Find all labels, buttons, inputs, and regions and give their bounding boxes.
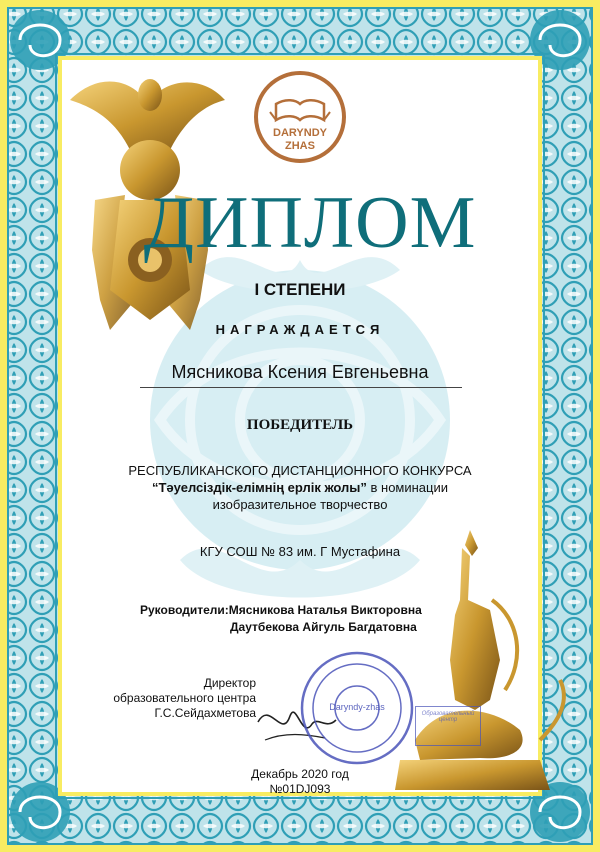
diploma-number: №01DJ093 — [269, 782, 331, 796]
school-name: КГУ СОШ № 83 им. Г Мустафина — [199, 544, 401, 559]
director-line1: Директор — [203, 676, 256, 690]
contest-nomination: в номинации — [366, 480, 449, 495]
director-line2: образовательного центра — [113, 691, 256, 705]
director-line3: Г.С.Сейдахметова — [154, 706, 256, 720]
footer-block — [200, 767, 400, 797]
awarded-label: НАГРАЖДАЕТСЯ — [215, 322, 385, 337]
diploma-title: ДИПЛОМ — [143, 182, 477, 264]
recipient-name: Мясникова Ксения Евгеньевна — [171, 362, 429, 382]
issue-date: Декабрь 2020 год — [251, 767, 349, 781]
rectangular-stamp — [415, 706, 481, 746]
contest-line1: РЕСПУБЛИКАНСКОГО ДИСТАНЦИОННОГО КОНКУРСА — [128, 463, 472, 478]
stamp-center-text: Daryndy-zhas — [329, 702, 385, 712]
supervisors-label: Руководители: — [140, 603, 229, 617]
contest-name: “Тәуелсіздік-елімнің ерлік жолы” — [151, 480, 367, 495]
supervisor-1: Мясникова Наталья Викторовна — [228, 603, 422, 617]
logo-line2: ZHAS — [285, 140, 315, 152]
degree-label: I СТЕПЕНИ — [254, 280, 346, 299]
stamp-label: Образовательный центр — [421, 711, 475, 723]
status-label: ПОБЕДИТЕЛЬ — [246, 417, 354, 433]
logo-line1: DARYNDY — [273, 127, 327, 139]
supervisor-2: Даутбекова Айгуль Багдатовна — [230, 620, 417, 634]
contest-line3: изобразительное творчество — [212, 497, 388, 512]
